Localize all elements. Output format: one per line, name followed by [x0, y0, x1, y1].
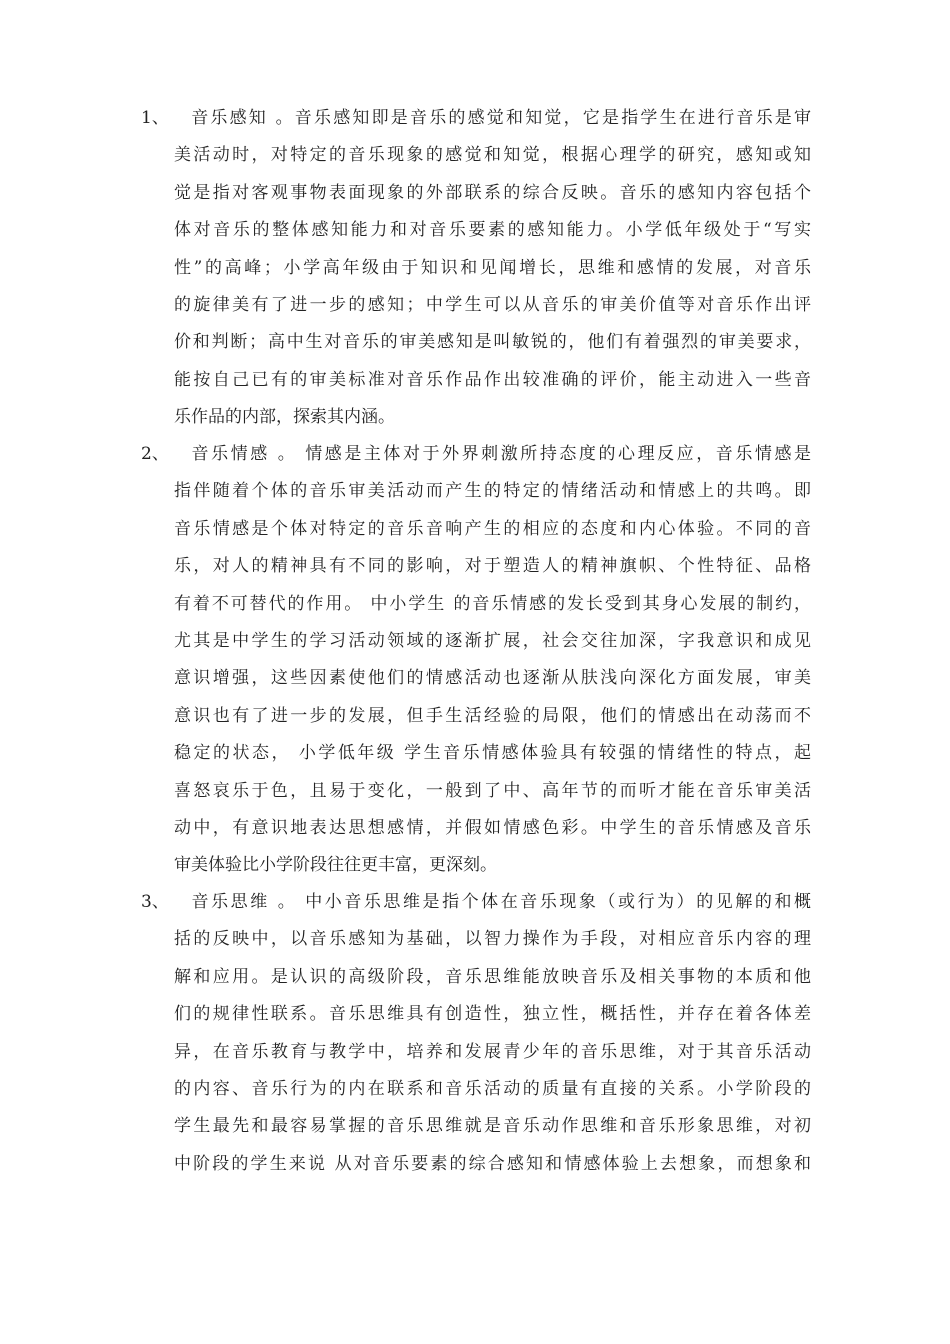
paragraph-line: 体对音乐的整体感知能力和对音乐要素的感知能力。小学低年级处于“写实 — [174, 220, 811, 241]
paragraph-line: 学生最先和最容易掌握的音乐思维就是音乐动作思维和音乐形象思维，对初 — [174, 1116, 811, 1137]
paragraph-line: 解和应用。是认识的高级阶段，音乐思维能放映音乐及相关事物的本质和他 — [174, 966, 811, 987]
paragraph-line: 中阶段的学生来说 从对音乐要素的综合感知和情感体验上去想象，而想象和 — [174, 1153, 811, 1174]
paragraph-line — [141, 436, 811, 473]
section-music-perception — [141, 100, 811, 437]
paragraph-line — [141, 100, 811, 137]
item-number: 2、 — [141, 444, 169, 464]
section-music-thinking — [141, 884, 811, 1183]
paragraph-text: 音乐思维 。 中小音乐思维是指个体在音乐现象（或行为）的见解的和概 — [189, 892, 811, 912]
paragraph-line: 觉是指对客观事物表面现象的外部联系的综合反映。音乐的感知内容包括个 — [174, 182, 811, 203]
paragraph-line: 喜怒哀乐于色，且易于变化，一般到了中、高年节的而听才能在音乐审美活 — [174, 780, 811, 801]
paragraph-line: 性”的高峰；小学高年级由于知识和见闻增长，思维和感情的发展，对音乐 — [174, 257, 811, 278]
paragraph-text: 音乐情感 。 情感是主体对于外界刺激所持态度的心理反应，音乐情感是 — [189, 444, 811, 464]
paragraph-line: 有着不可替代的作用。 中小学生 的音乐情感的发长受到其身心发展的制约， — [174, 593, 811, 614]
paragraph-line: 意识增强，这些因素使他们的情感活动也逐渐从肤浅向深化方面发展，审美 — [174, 668, 811, 689]
paragraph-line: 乐作品的内部，探索其内涵。 — [174, 407, 395, 428]
paragraph-line: 的旋律美有了进一步的感知；中学生可以从音乐的审美价值等对音乐作出评 — [174, 294, 811, 315]
item-number: 3、 — [141, 892, 169, 912]
paragraph-line: 能按自己已有的审美标准对音乐作品作出较准确的评价，能主动进入一些音 — [174, 369, 811, 390]
paragraph-line: 们的规律性联系。音乐思维具有创造性，独立性，概括性，并存在着各体差 — [174, 1004, 811, 1025]
paragraph-line: 指伴随着个体的音乐审美活动而产生的特定的情绪活动和情感上的共鸣。即 — [174, 481, 811, 502]
paragraph-text: 音乐感知 。音乐感知即是音乐的感觉和知觉，它是指学生在进行音乐是审 — [189, 108, 811, 128]
paragraph-line: 的内容、音乐行为的内在联系和音乐活动的质量有直接的关系。小学阶段的 — [174, 1078, 811, 1099]
paragraph-line: 括的反映中，以音乐感知为基础，以智力操作为手段，对相应音乐内容的理 — [174, 929, 811, 950]
paragraph-line: 意识也有了进一步的发展，但手生活经验的局限，他们的情感出在动荡而不 — [174, 705, 811, 726]
paragraph-line: 动中，有意识地表达思想感情，并假如情感色彩。中学生的音乐情感及音乐 — [174, 817, 811, 838]
paragraph-line: 美活动时，对特定的音乐现象的感觉和知觉，根据心理学的研究，感知或知 — [174, 145, 811, 166]
paragraph-line: 尤其是中学生的学习活动领域的逐渐扩展，社会交往加深，字我意识和成见 — [174, 630, 811, 651]
paragraph-line: 审美体验比小学阶段往往更丰富，更深刻。 — [174, 855, 497, 876]
paragraph-line: 异，在音乐教育与教学中，培养和发展青少年的音乐思维，对于其音乐活动 — [174, 1041, 811, 1062]
section-music-emotion — [141, 436, 811, 885]
paragraph-line — [141, 884, 811, 921]
item-number: 1、 — [141, 108, 169, 128]
paragraph-line: 音乐情感是个体对特定的音乐音响产生的相应的态度和内心体验。不同的音 — [174, 518, 811, 539]
paragraph-line: 价和判断；高中生对音乐的审美感知是叫敏锐的，他们有着强烈的审美要求， — [174, 332, 811, 353]
paragraph-line: 稳定的状态， 小学低年级 学生音乐情感体验具有较强的情绪性的特点，起 — [174, 743, 811, 764]
paragraph-line: 乐，对人的精神具有不同的影响，对于塑造人的精神旗帜、个性特征、品格 — [174, 556, 811, 577]
